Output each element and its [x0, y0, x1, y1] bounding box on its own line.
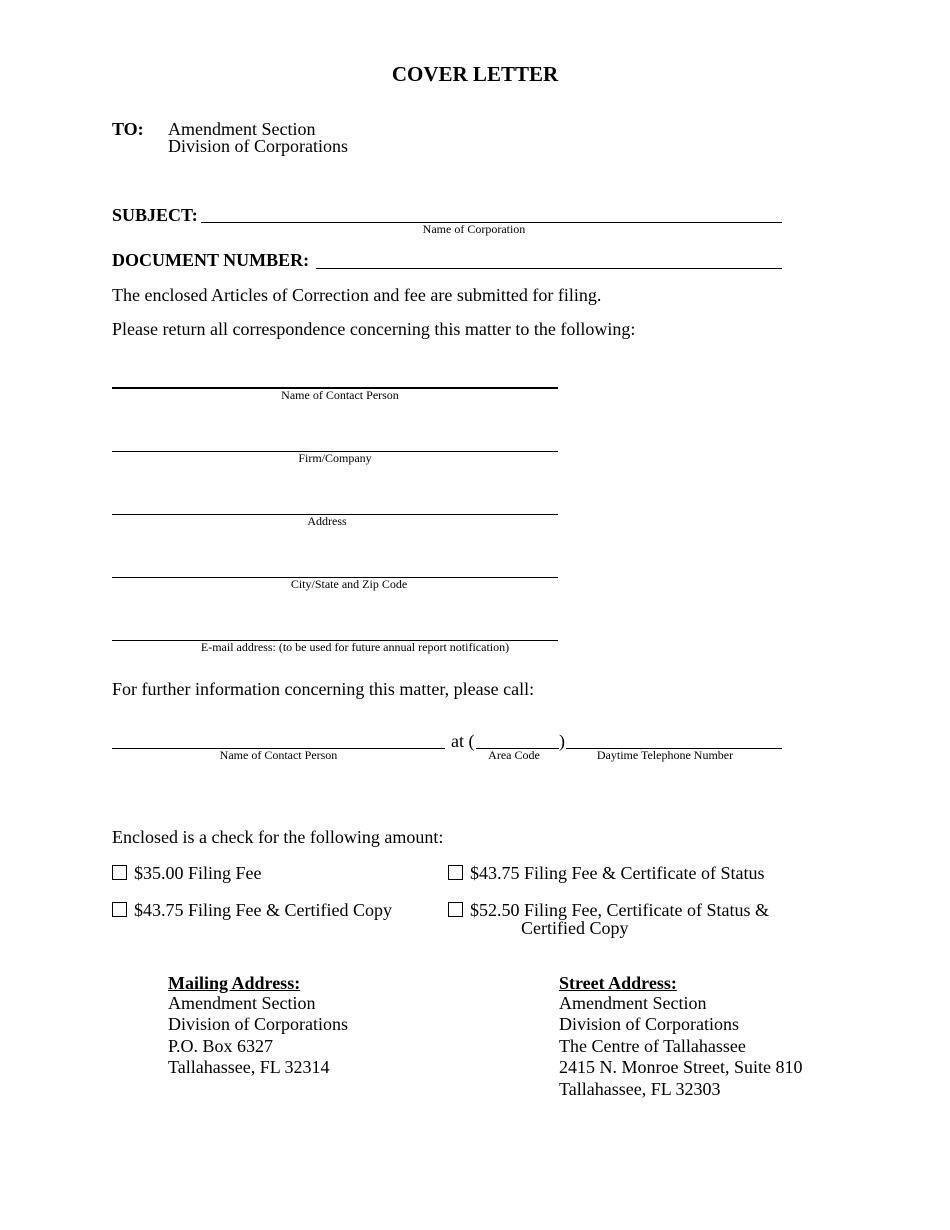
payment-intro: Enclosed is a check for the following amount: [112, 827, 444, 847]
street-address-heading: Street Address: [559, 973, 677, 993]
subject-label: SUBJECT: [112, 205, 198, 225]
phone-contact-caption: Name of Contact Person [219, 748, 338, 762]
at-text: at ( [451, 731, 475, 751]
checkbox[interactable] [448, 865, 463, 880]
street-address-line: 2415 N. Monroe Street, Suite 810 [559, 1057, 803, 1077]
street-address-line: Amendment Section [559, 993, 707, 1013]
city-state-zip-caption: City/State and Zip Code [290, 577, 408, 591]
intro-text-2: Please return all correspondence concerning this matter to the following: [112, 319, 636, 339]
street-address-line: Tallahassee, FL 32303 [559, 1079, 721, 1099]
close-paren: ) [559, 731, 565, 751]
subject-caption: Name of Corporation [422, 222, 526, 236]
email-caption: E-mail address: (to be used for future annual report notification) [200, 640, 510, 654]
page-title: COVER LETTER [391, 62, 559, 86]
to-line-2: Division of Corporations [168, 136, 348, 156]
checkbox[interactable] [112, 865, 127, 880]
option-label: $35.00 Filing Fee [134, 863, 262, 883]
document-number-label: DOCUMENT NUMBER: [112, 250, 310, 270]
daytime-phone-caption: Daytime Telephone Number [596, 748, 734, 762]
mailing-address-heading: Mailing Address: [168, 973, 301, 993]
option-label: $43.75 Filing Fee & Certified Copy [134, 900, 392, 920]
to-label: TO: [112, 119, 144, 139]
to-line-1: Amendment Section [168, 119, 316, 139]
street-address-line: The Centre of Tallahassee [559, 1036, 746, 1056]
mailing-address-line: P.O. Box 6327 [168, 1036, 274, 1056]
checkbox[interactable] [448, 902, 463, 917]
option-label-continuation: Certified Copy [521, 918, 629, 938]
mailing-address-line: Amendment Section [168, 993, 316, 1013]
intro-text-1: The enclosed Articles of Correction and fee are submitted for filing. [112, 285, 602, 305]
mailing-address-line: Division of Corporations [168, 1014, 348, 1034]
address-caption: Address [307, 514, 347, 528]
option-35-filing-fee[interactable] [112, 863, 262, 884]
option-4375-certified-copy[interactable] [112, 900, 392, 921]
checkbox[interactable] [112, 902, 127, 917]
contact-name-caption: Name of Contact Person [281, 388, 399, 402]
mailing-address-line: Tallahassee, FL 32314 [168, 1057, 330, 1077]
option-4375-certificate-status[interactable] [448, 863, 764, 884]
option-label: $43.75 Filing Fee & Certificate of Status [470, 863, 765, 883]
firm-company-caption: Firm/Company [298, 451, 372, 465]
option-label: $52.50 Filing Fee, Certificate of Status & [470, 900, 769, 920]
area-code-caption: Area Code [488, 748, 540, 762]
phone-intro: For further information concerning this matter, please call: [112, 679, 535, 699]
street-address-line: Division of Corporations [559, 1014, 739, 1034]
document-number-input-line[interactable] [316, 268, 782, 269]
